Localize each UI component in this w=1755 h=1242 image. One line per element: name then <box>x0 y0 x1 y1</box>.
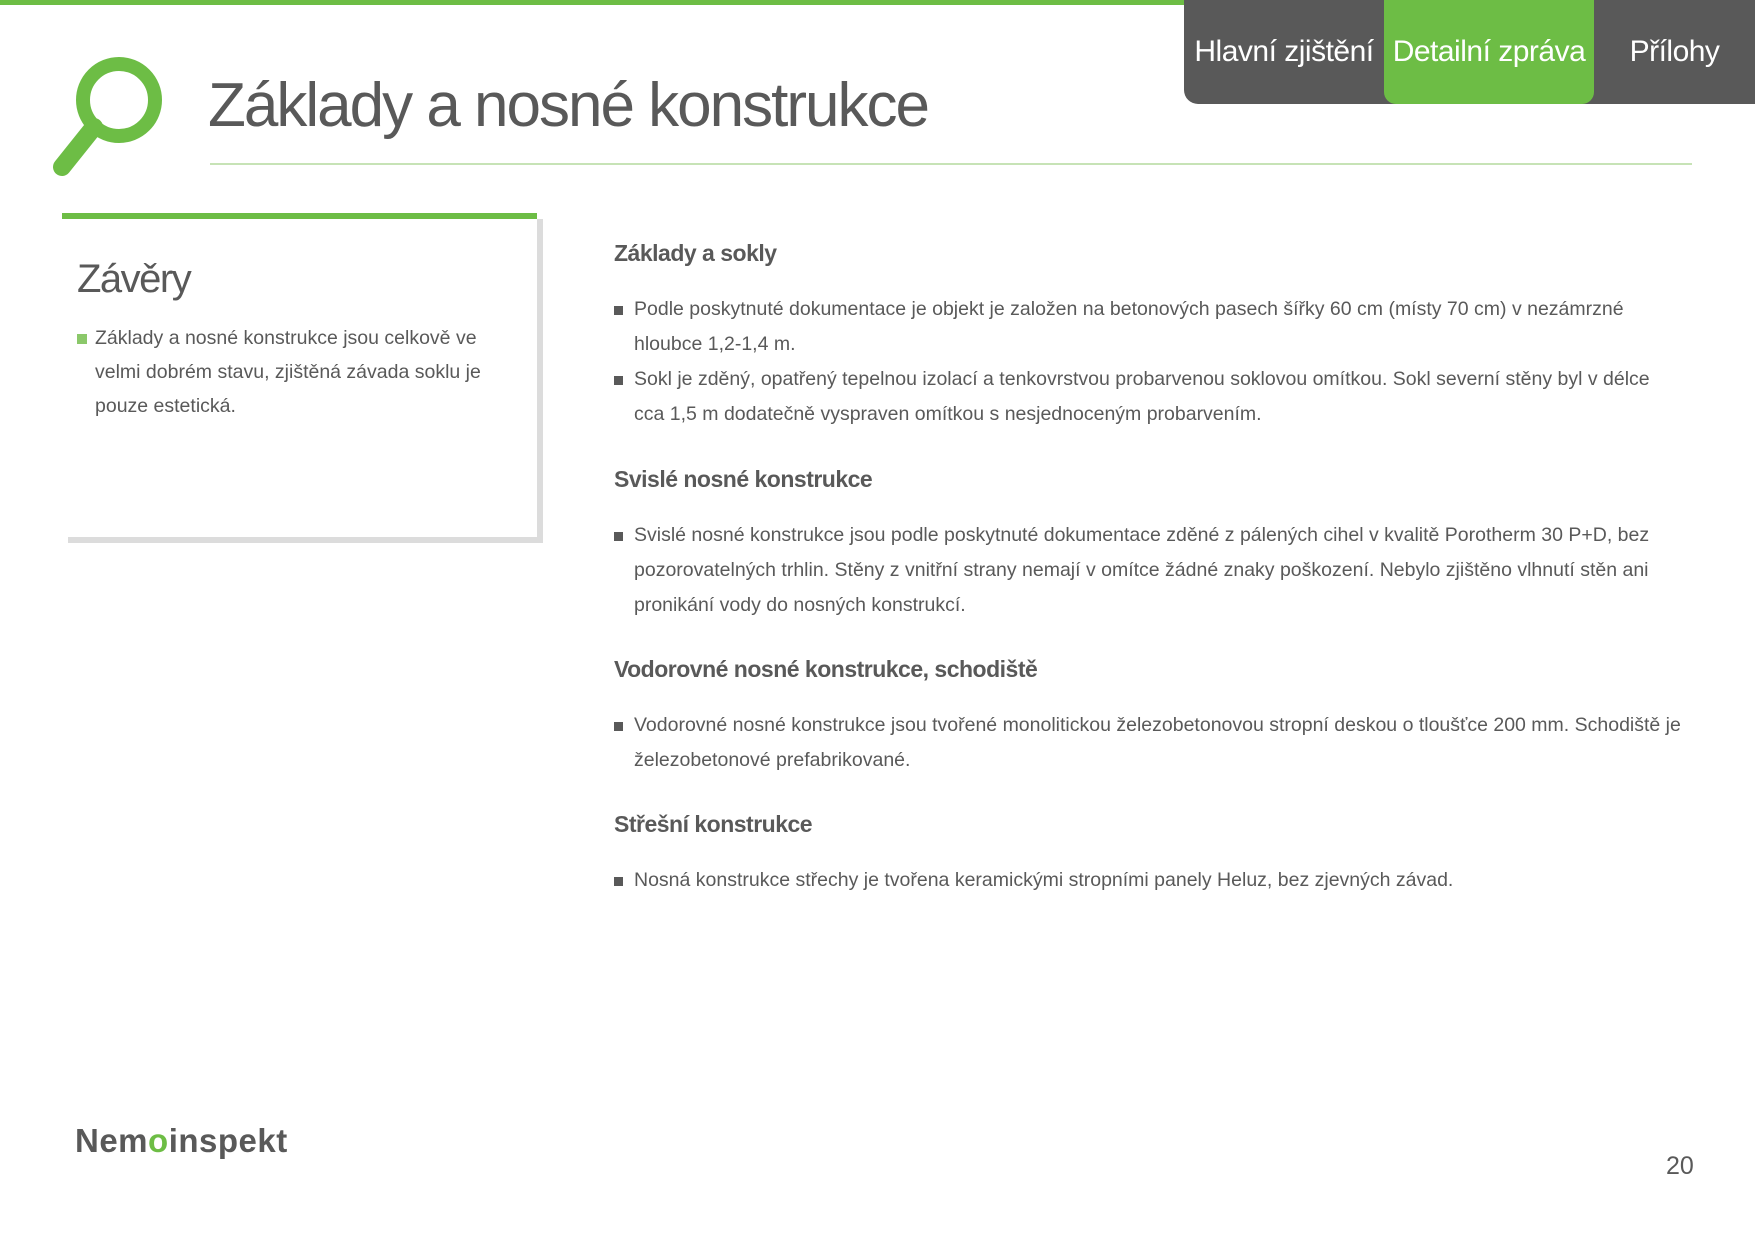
section-heading: Svislé nosné konstrukce <box>614 466 873 492</box>
conclusions-heading: Závěry <box>77 257 191 301</box>
bullet-icon <box>614 532 623 541</box>
bullet-icon <box>77 334 87 344</box>
tab-hlavni-zjisteni[interactable]: Hlavní zjištění <box>1194 35 1374 68</box>
list-item-text: Svislé nosné konstrukce jsou podle poskytnuté dokumentace zděné z pálených cihel v kvalitě Porotherm 30 P+D, bez pozorovatelných trhlin. Stěny z vnitřní strany nemají v omítce žádné znaky poškození. Nebylo zjištěno vlhnutí stěn ani pronikání vody do nosných konstrukcí. <box>634 524 1650 616</box>
list-item <box>614 863 1684 898</box>
magnifier-icon <box>52 55 182 185</box>
tab-detailni-zprava[interactable]: Detailní zpráva <box>1384 0 1594 104</box>
list-item-text: Vodorovné nosné konstrukce jsou tvořené monolitickou železobetonovou stropní deskou o tloušťce 200 mm. Schodiště je železobetonové prefabrikované. <box>634 714 1681 771</box>
brand-text-a: Nem <box>75 1122 149 1159</box>
list-item <box>614 362 1684 432</box>
page-number: 20 <box>1666 1152 1694 1180</box>
section-heading: Základy a sokly <box>614 240 777 266</box>
conclusions-box <box>62 213 537 537</box>
tab-prilohy[interactable]: Přílohy <box>1629 35 1720 68</box>
section-zaklady-a-sokly <box>614 240 1684 432</box>
title-divider <box>210 163 1692 165</box>
section-heading: Střešní konstrukce <box>614 811 813 837</box>
conclusion-item: Základy a nosné konstrukce jsou celkově ve velmi dobrém stavu, zjištěná závada soklu je pouze estetická. <box>95 327 481 417</box>
brand-text-b: inspekt <box>168 1122 288 1159</box>
brand-text-o: o <box>148 1122 169 1159</box>
bullet-icon <box>614 877 623 886</box>
bullet-icon <box>614 306 623 315</box>
list-item-text: Nosná konstrukce střechy je tvořena keramickými stropními panely Heluz, bez zjevných závad. <box>634 869 1454 891</box>
section-heading: Vodorovné nosné konstrukce, schodiště <box>614 656 1038 682</box>
page-title: Základy a nosné konstrukce <box>208 71 928 140</box>
section-stresni-konstrukce <box>614 811 1684 898</box>
list-item-text: Sokl je zděný, opatřený tepelnou izolací a tenkovrstvou probarvenou soklovou omítkou. Sokl severní stěny byl v délce cca 1,5 m dodatečně vyspraven omítkou s nesjednoceným probarvením. <box>634 368 1650 425</box>
list-item <box>614 518 1684 623</box>
list-item <box>614 292 1684 362</box>
top-navigation <box>1184 0 1755 104</box>
brand-logo <box>75 1122 288 1160</box>
section-vodorovne-nosne-konstrukce <box>614 656 1684 778</box>
bullet-icon <box>614 376 623 385</box>
section-svisle-nosne-konstrukce <box>614 466 1684 623</box>
list-item <box>614 708 1684 778</box>
top-accent-line <box>0 0 1200 5</box>
bullet-icon <box>614 722 623 731</box>
list-item-text: Podle poskytnuté dokumentace je objekt je založen na betonových pasech šířky 60 cm (místy 70 cm) v nezámrzné hloubce 1,2-1,4 m. <box>634 298 1624 355</box>
